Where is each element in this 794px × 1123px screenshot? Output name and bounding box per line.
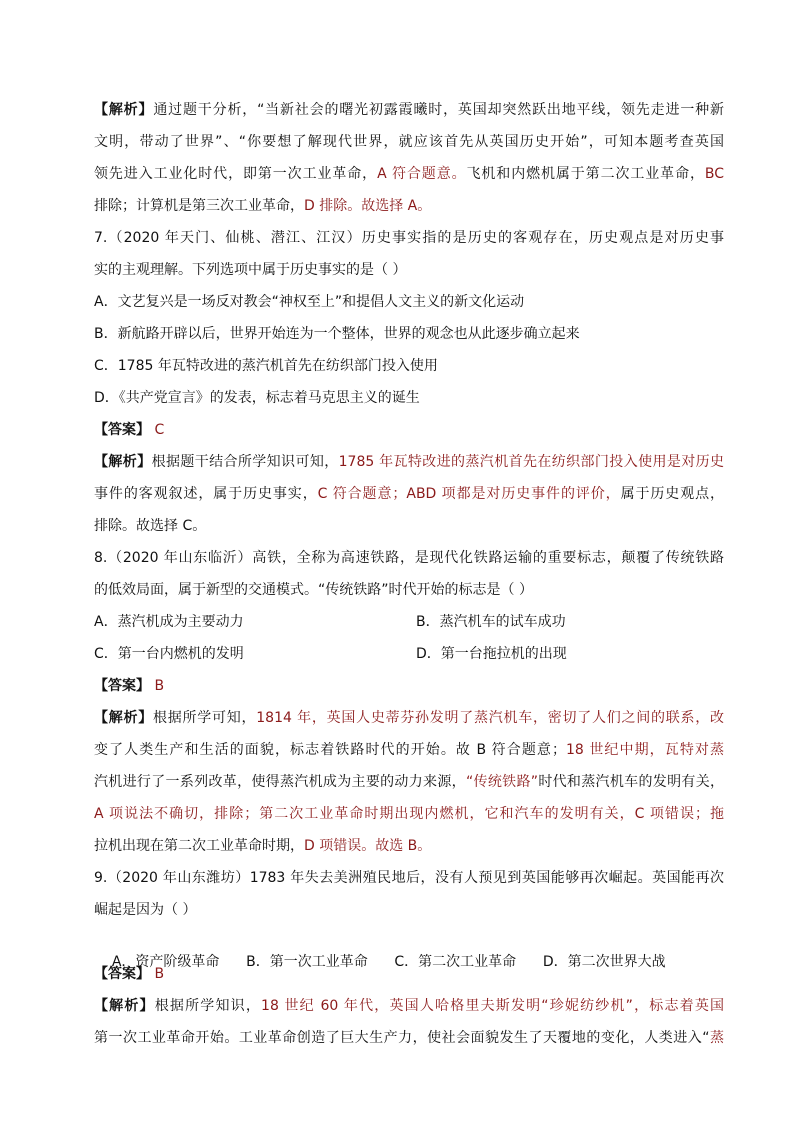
text: 拉机出现在第二次工业革命时期， [94, 838, 304, 854]
q9-options [94, 932, 666, 992]
answer-tag: 【答案】 [94, 678, 150, 694]
text: 第一次工业革命开始。工业革命创造了巨大生产力，使社会面貌发生了天覆地的变化，人类进入“ [94, 1030, 710, 1046]
text: 事件的客观叙述，属于历史事实， [94, 486, 318, 502]
highlight-text: A 符合题意。 [377, 166, 467, 182]
text: 飞机和内燃机属于第二次工业革命， [466, 166, 705, 182]
highlight-text: 18 世纪中期，瓦特对蒸 [566, 742, 724, 758]
text: 通过题干分析，“当新社会的曙光初露霞曦时，英国却突然跃出地平线，领先走进一种新 [153, 102, 724, 118]
q6-analysis-line-3 [94, 164, 724, 184]
text: 排除；计算机是第三次工业革命， [94, 198, 304, 214]
text: A．文艺复兴是一场反对教会“神权至上”和提倡人文主义的新文化运动 [94, 294, 525, 310]
q7-stem-line-2 [94, 260, 406, 280]
q7-option-a [94, 292, 524, 312]
q6-analysis-line-1 [94, 100, 724, 120]
text: 实的主观理解。下列选项中属于历史事实的是（ ） [94, 262, 407, 278]
highlight-text: 1785 年瓦特改进的蒸汽机首先在纺织部门投入使用是对历史 [338, 454, 725, 470]
analysis-tag: 【解析】 [94, 102, 154, 118]
text: 的低效局面，属于新型的交通模式。“传统铁路”时代开始的标志是（ ） [94, 582, 533, 598]
q7-answer [94, 420, 164, 440]
highlight-text: “传统铁路” [465, 774, 539, 790]
q8-stem-line-2 [94, 580, 533, 600]
q6-analysis-line-4 [94, 196, 431, 216]
analysis-tag: 【解析】 [94, 710, 153, 726]
answer-tag: 【答案】 [94, 966, 150, 982]
q9-answer [94, 964, 164, 984]
q8-options-row-1 [94, 612, 724, 632]
text: 崛起是因为（ ） [94, 902, 197, 918]
q8-option-a: A．蒸汽机成为主要动力 [94, 614, 244, 630]
q7-analysis-line-2 [94, 484, 724, 504]
answer-value: B [154, 678, 165, 694]
text: D．《共产党宣言》的发表，标志着马克思主义的诞生 [94, 390, 420, 406]
q8-analysis-line-5 [94, 836, 431, 856]
q7-option-b [94, 324, 580, 344]
text: 根据题干结合所学知识可知， [151, 454, 339, 470]
q8-answer [94, 676, 164, 696]
text: 变了人类生产和生活的面貌，标志着铁路时代的开始。故 B 符合题意； [94, 742, 566, 758]
text: 汽机进行了一系列改革，使得蒸汽机成为主要的动力来源， [94, 774, 466, 790]
q8-analysis-line-1 [94, 708, 724, 728]
text: 8.（2020 年山东临沂）高铁，全称为高速铁路，是现代化铁路运输的重要标志，颠覆了传统铁路 [94, 550, 724, 566]
text: 排除。故选择 C。 [94, 518, 207, 534]
q8-analysis-line-4 [94, 804, 724, 824]
answer-value: C [154, 422, 165, 438]
text: 根据所学可知， [153, 710, 257, 726]
highlight-text: D 项错误。故选 B。 [304, 838, 432, 854]
answer-value: B [154, 966, 165, 982]
highlight-text: 1814 年，英国人史蒂芬孙发明了蒸汽机车，密切了人们之间的联系，改 [256, 710, 725, 726]
q9-analysis-line-2 [94, 1028, 724, 1048]
q8-option-b: B．蒸汽机车的试车成功 [416, 614, 566, 630]
q8-option-c: C．第一台内燃机的发明 [94, 646, 244, 662]
text: 领先进入工业化时代，即第一次工业革命， [94, 166, 378, 182]
highlight-text: 蒸 [709, 1030, 724, 1046]
text: 时代和蒸汽机车的发明有关， [538, 774, 724, 790]
q9-stem-line-2 [94, 900, 196, 920]
q7-option-c [94, 356, 438, 376]
highlight-text: C 符合题意；ABD 项都是对历史事件的评价， [317, 486, 621, 502]
q9-analysis-line-1 [94, 996, 724, 1016]
highlight-text: BC [704, 166, 725, 182]
text: B．新航路开辟以后，世界开始连为一个整体，世界的观念也从此逐步确立起来 [94, 326, 580, 342]
highlight-text: A 项说法不确切，排除；第二次工业革命时期出现内燃机，它和汽车的发明有关， [94, 806, 635, 822]
q8-analysis-line-3 [94, 772, 724, 792]
q8-option-d: D．第一台拖拉机的出现 [416, 646, 567, 662]
highlight-text: D 排除。故选择 A。 [304, 198, 432, 214]
text: C．1785 年瓦特改进的蒸汽机首先在纺织部门投入使用 [94, 358, 438, 374]
analysis-tag: 【解析】 [94, 454, 152, 470]
q9-stem-line-1 [94, 868, 724, 888]
text: 根据所学知识， [154, 998, 262, 1014]
text: 文明，带动了世界”、“你要想了解现代世界，就应该首先从英国历史开始”，可知本题考查英国 [94, 134, 724, 150]
analysis-tag: 【解析】 [94, 998, 155, 1014]
text: 属于历史观点， [620, 486, 725, 502]
q8-options-row-2 [94, 644, 724, 664]
text: 9.（2020 年山东潍坊）1783 年失去美洲殖民地后，没有人预见到英国能够再次崛起。英国能再次 [94, 870, 724, 886]
highlight-text: C 项错误；拖 [634, 806, 724, 822]
q8-analysis-line-2 [94, 740, 724, 760]
q7-option-d [94, 388, 420, 408]
q7-stem-line-1 [94, 228, 724, 248]
q8-stem-line-1 [94, 548, 724, 568]
highlight-text: 18 世纪 60 年代，英国人哈格里夫斯发明“珍妮纺纱机”，标志着英国 [261, 998, 725, 1014]
q7-analysis-line-3 [94, 516, 206, 536]
answer-tag: 【答案】 [94, 422, 150, 438]
q7-analysis-line-1 [94, 452, 724, 472]
q6-analysis-line-2 [94, 132, 724, 152]
text: A．资产阶级革命 B．第一次工业革命 C．第二次工业革命 D．第二次世界大战 [111, 954, 666, 970]
text: 7.（2020 年天门、仙桃、潜江、江汉）历史事实指的是历史的客观存在，历史观点是对历史事 [94, 230, 724, 246]
